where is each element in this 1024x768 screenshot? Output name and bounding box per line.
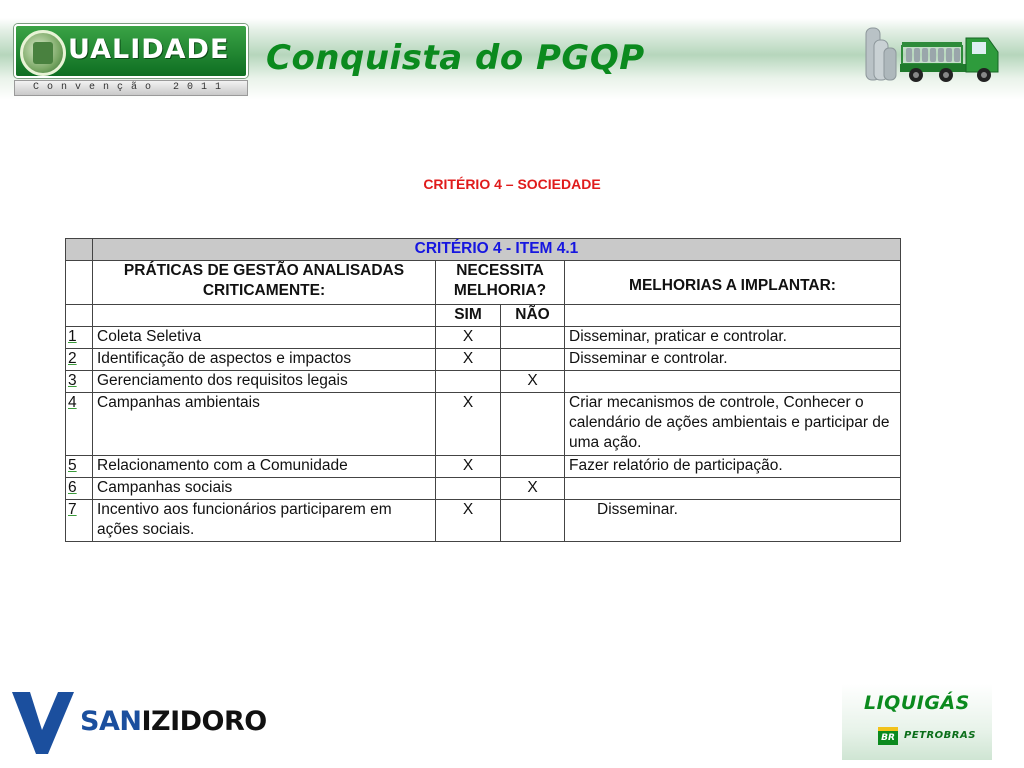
table-header-row [66, 261, 901, 305]
qualidade-logo-subtitle: Convenção 2011 [14, 80, 248, 96]
row-number: 1 [66, 327, 93, 349]
row-improvement [565, 478, 901, 500]
criteria-table [65, 238, 901, 542]
truck-illustration-icon [862, 18, 1004, 84]
row-number: 7 [66, 500, 93, 542]
row-number: 3 [66, 371, 93, 393]
sanizidoro-logo-text: SANIZIDORO [80, 706, 267, 737]
row-yes-mark: X [436, 456, 501, 478]
qualidade-logo [14, 24, 248, 96]
row-yes-mark: X [436, 500, 501, 542]
row-yes-mark: X [436, 393, 501, 456]
table-item-header: CRITÉRIO 4 - ITEM 4.1 [93, 239, 901, 261]
row-number: 2 [66, 349, 93, 371]
petrobras-logo-text: PETROBRAS [904, 730, 976, 741]
row-no-mark [501, 456, 565, 478]
table-title-corner [66, 239, 93, 261]
row-improvement: Criar mecanismos de controle, Conhecer o calendário de ações ambientais e participar de uma ação. [565, 393, 901, 456]
row-no-mark [501, 500, 565, 542]
table-subheader-row [66, 305, 901, 327]
qualidade-logo-banner [14, 24, 248, 78]
row-no-mark [501, 349, 565, 371]
liquigas-logo-name: LIQUIGÁS [864, 692, 970, 714]
row-practice: Relacionamento com a Comunidade [93, 456, 436, 478]
table-row [66, 371, 901, 393]
row-number: 4 [66, 393, 93, 456]
table-row [66, 349, 901, 371]
column-header-needs-improvement: NECESSITA MELHORIA? [436, 261, 565, 305]
table-title-row [66, 239, 901, 261]
table-row [66, 393, 901, 456]
table-subheader-empty-1 [66, 305, 93, 327]
row-number: 6 [66, 478, 93, 500]
table-row [66, 500, 901, 542]
row-improvement: Disseminar, praticar e controlar. [565, 327, 901, 349]
document-heading: CRITÉRIO 4 – SOCIEDADE [423, 176, 601, 192]
column-header-no: NÃO [501, 305, 565, 327]
row-yes-mark [436, 478, 501, 500]
row-yes-mark: X [436, 327, 501, 349]
row-practice: Campanhas sociais [93, 478, 436, 500]
row-no-mark: X [501, 478, 565, 500]
row-improvement: Fazer relatório de participação. [565, 456, 901, 478]
row-yes-mark [436, 371, 501, 393]
table-subheader-empty-3 [565, 305, 901, 327]
row-yes-mark: X [436, 349, 501, 371]
row-practice: Incentivo aos funcionários participarem em ações sociais. [93, 500, 436, 542]
row-no-mark [501, 327, 565, 349]
qualidade-q-emblem-icon [20, 30, 66, 76]
row-practice: Gerenciamento dos requisitos legais [93, 371, 436, 393]
column-header-practices: PRÁTICAS DE GESTÃO ANALISADAS CRITICAMENTE: [93, 261, 436, 305]
table-subheader-empty-2 [93, 305, 436, 327]
row-improvement [565, 371, 901, 393]
slide-title: Conquista do PGQP [266, 38, 645, 78]
br-petrobras-badge-icon: BR [878, 727, 898, 745]
table-row [66, 478, 901, 500]
row-practice: Coleta Seletiva [93, 327, 436, 349]
row-practice: Identificação de aspectos e impactos [93, 349, 436, 371]
row-no-mark: X [501, 371, 565, 393]
qualidade-logo-word: UALIDADE [68, 34, 230, 65]
row-improvement: Disseminar. [565, 500, 901, 542]
table-row [66, 456, 901, 478]
row-number: 5 [66, 456, 93, 478]
column-header-improvements: MELHORIAS A IMPLANTAR: [565, 261, 901, 305]
row-improvement: Disseminar e controlar. [565, 349, 901, 371]
row-practice: Campanhas ambientais [93, 393, 436, 456]
column-header-yes: SIM [436, 305, 501, 327]
table-header-corner [66, 261, 93, 305]
row-no-mark [501, 393, 565, 456]
table-row [66, 327, 901, 349]
